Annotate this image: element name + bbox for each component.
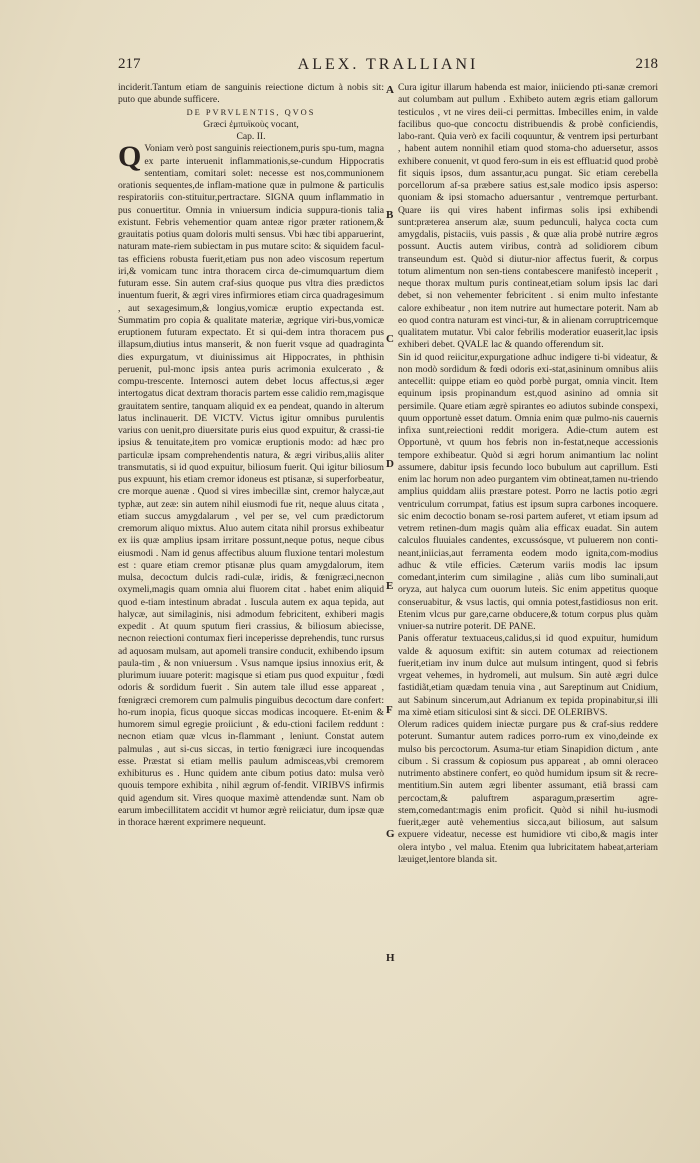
right-paragraph-4: Olerum radices quidem iniectæ purgare pus & craf-sius reddere poterunt. Sumantur autem radices porro-rum ex vino,deinde ex mulso bis percoctorum. Asuma-tur etiam Sinapidion dictum , ante cibum . Si crassum & copiosum pus appareat , ab omni oleraceo nutrimento abstinere confert, eo quòd humidum ipsum sit & recre-mentitium.Sin autem ægri libenter assumant, etiã brassi cam percoctam,& paluftrem asparagum,præsertim agre-stem,comedant:magis enim proficit. Quòd si nihil hu-iusmodi fuerit,æger autè vehementius sicca,aut biliosum, aut salsum expuere videatur, necesse est humidiore vti cibo,& magis inter olera intybo , vel malua. Etenim qua lubricitatem habeat,arteriam læuiget,lentore blanda sit. [398,719,658,865]
running-title: ALEX. TRALLIANI [297,56,479,73]
right-paragraph-3: Panis offeratur textuaceus,calidus,si id quod expuitur, humidum valde & aquosum exiftit: sin autem cotumax ad reiectionem fuerit,etiam inv inum dulce aut mulsum intingent, quod si febris vrgeat vehemes, in hydromeli, aut mulsum. Sin autè ægri dulce fastidiãt,etiam quædam tenuia vina , aut Sareptinum aut Cnidium, aut Sabinum sincerum,aut Adrianum ex tepida propinabitur,si illi ma ximè etiam siticulosi sint & sicci. DE OLERIBVS. [398,633,658,718]
right-paragraph-2: Sin id quod reiicitur,expurgatione adhuc indigere ti-bi videatur, & non modò sordidum & fœdi odoris exi-stat,asininum omnibus aliis antecellit: quippe etiam eo quòd porbè purgat, omnia vincit. Item equinum ipsis propinandum est,quod asinino ad omnia sit persimile. Quare etiam ægrè spirantes eo adiutos subinde conspexi, quum opportunè esset datum. Omnia enim quæ pulmo-nis cauernis infixa sunt,reiectioni reddit morigera. Adie-ctum autem est Opportunè, vt quum hos febris non in-festat,neque accessionis tempore exhibeatur. Quòd si ægri horum animantium lac nolint assumere, dabitur ipsis fecundo loco bubulum aut caprillum. Esti enim lac horum non adeo purgantem vim obtineat,tamen nu-triendo amplius quiddam aliis præstare potest. Porro ne lactis potio ægri ventriculum corrumpat, fatius est ipsum supra carbones incoquere. sic enim decoctio bonam se-rosi partem auferet, vt etiam ipsum ad vetrem retinen-dum magis quàm alia efficax euadat. Sin autem calculos fluuiales candentes, excussósque, vt puluerem non conti-neant,iniicias,aut ferramenta eodem modo ignita,com-modius adhuc & vtile efficies. Cæterum variis modis lac ipsum comedant,interim cum similagine , aliàs cum libo suminali,aut oryza, aut halyca cum ouorum luteis. Sic enim appetitus quoque conseruabitur, & vsus lactis, qui omnia potest,fastidiosus non erit. Etenim vlcus pur gare,carne obducere,& totum corpus plus quàm vniuer-sa nutrire poterit. DE PANE. [398,351,658,632]
margin-letter-f: F [386,704,393,716]
right-paragraph-1: Cura igitur illarum habenda est maior, iniiciendo pti-sanæ cremori aut columbam aut pullum . Exhibeto autem ægris etiam gallorum testiculos , vt ne vires deii-ci permittas. Imbecilles enim, in valde facilibus quo-que concoctu distribuendis & probè conficiendis, labo-rant. Quia verò ex facili coquuntur, & ventrem ipsi perturbant , habent autem nonnihil etiam quod stoma-cho aduersetur, assos exhibere conuenit, vt quod fero-sum in eis est effluat:id quod probè fit siquis ipsos, dum assantur,acu pungat. Sic etiam cerebella porcellorum af-sa præbere satius est,sale modico ipsis asperso: quoniam & ipsi stomacho aduersantur , ventremque perturbant. Quare iis qui vires habent infirmas solis ipsi exhibendi sunt:præterea anserum alæ, suum pedunculi, halyca cocta cum amygdalis, pistaciis, vuis passis , & quæ alia probè nutrire ægros possunt. Auctis autem viribus, contrà ad solidiorem cibum transeundum est. Quòd si diutur-nior affectus fuerit, & corpus totum alimentum non sen-tiens contabescere manifestò inceperit , neque thorax multum puris contineat,etiam solum ipsis lac dari debet, si non vehementer febricitent . si enim multo infestante calore exhibeatur , non item nutrire aut humectare poterit. Nam ab eo quod contra naturam est vinci-tur, & in alienam corruptricemque qualitatem mutatur. Vbi calor febrilis moderatior euaserit,lac ipsis exhiberi debet. QVALE lac & quando offerendum sit. [398,82,658,351]
margin-letter-g: G [386,828,395,840]
section-heading: DE PVRVLENTIS, QVOS [186,107,316,117]
chapter-title: Cap. II. [236,131,266,142]
right-column [398,82,658,866]
left-column [118,82,384,829]
page-number-left: 217 [118,56,141,72]
section-subheading: Græci ἐμπυϊκοὺς vocant, [203,118,299,130]
margin-letter-d: D [386,458,394,470]
margin-letter-h: H [386,952,395,964]
margin-letter-c: C [386,333,394,345]
page-header [118,56,658,78]
intro-text: inciderit.Tantum etiam de sanguinis reiectione dictum à nobis sit: puto que abunde sufficere. [118,82,384,106]
chapter-paragraph: Voniam verò post sanguinis reiectionem,puris spu-tum, magna ex parte interuenit inflammationis,se-cundum Hippocratis sententiam, comitari solet: necesse est nos,communionem orationis sequentes,de inflam-matione quæ in pulmone & particulis respiratoriis con-stituitur,pertractare. SIGNA quum inflammatio in pus conuertitur. Omnia in vniuersum indicia suppura-tionis talia existunt. Febris vehementior quam anteæ rigor præter rationem,& grauitatis potius quam doloris multi sensus. Vbi hæc tibi apparuerint, naturam mate-riem subiectam in pus mutare scito: & siquidem facul-tas efficiens robusta fuerit,etiam pus non adeo viscosum repertum iri,& vomicam tunc intra thoracem circa de-cimumquartum diem futuram esse. Sin autem craf-sius quoque pus vltra dies prædictos inuentum fuerit, & ægri vires infirmiores etiam circa quadragesimum , aut sexagesimum,& longius,vomicæ eruptio expectanda est. Summatim pro copia & qualitate materiæ, ægrique viri-bus,vomicæ eruptionem futuram expectato. Et si qui-dem intra thoracem pus illapsum,diutius intus manserit, & non fuerit vsque ad quadraginta dies expurgatum, vt diuinissimus ait Hippocrates, in phthisin peruenit, pul-monc ipsis antea puris acrimonia exulcerato , & compu-trescente. Internosci autem debet locus affectus,si æger intertogatus dicat dextram thoracis partem esse calidio rem,magisque grauitatem sentire, tanquam aliquid ex ea pendeat, quando in alterum latus inclinauerit. DE VICTV. Victus igitur omnibus purulentis varius con uenit,pro diuersitate puris eius quod expuitur, & crassi-tie ipsius & tenuitate,item pro vomicæ eruptionis modo: ad hæc pro particulæ ipsam comprehendentis natura, & ægri viribus,aliis aliter transmutatis, si id quod expuitur, biliosum fuerit. Qui igitur biliosum pus expuunt, his etiam cremor idoneus est ptisanæ, si superforbeatur, cre morque auenæ . Quod si vires imbecillæ sint, cremor halycæ,aut typhæ, aut zeæ: sin autem nihil eiusmodi fue rit, neque aluus citata , etiam succus amygdalarum , vel per se, vel cum prædictorum cremorum aliquo mixtus. Aluo autem citata nihil prorsus exhibeatur ex iis quæ amplius ipsam irritare possunt,neque potus, neque cibus eiusmodi . Nam id genus affectibus aluum fluxione tentari molestum est : quare etiam cremor ptisanæ plus quam amygdalorum, item mulsa, decoctum dulcis radi-culæ, iridis, & fœnigræci,necnon oxymeli,magis quam omnia alui fluorem citat . habet enim aliquid quod e-tiam intestinum abradat . Iuscula autem ex aqua tepida, aut halycæ, aut similaginis, nisi admodum febricitent, exhiberi magis expedit . At quum sputum fieri crassius, & biliosum abiecisse, necnon reiectioni contumax fieri inceperisse deprehendis, tunc rursus ad aquosam mulsam, aut apomeli transire conducit, exhibendo ipsum paula-tim , & non vniuersum . Vsus namque ipsius innoxius erit, & plurimum iuuare poterit: magisque si etiam pus quod expuitur , fœdi odoris & sordidum fuerit . Sin autem tale illud esse appareat , fœnigræci cremorem cum palmulis pinguibus decoctum dare confert: ho-rum inopia, ficus quoque siccas modicas incoquere. Et-enim & humorem simul egregie proiiciunt , & edu-ctioni facilem reddunt : necnon etiam quæ vlcus in-flammant , leniunt. Constat autem palmulas , aut si-cus siccas, in tertio fœnigræci iure incoquendas esse. Præstat si etiam mellis paulum admisceas,vbi cremorem exhibiturus es . Hunc quidem ante cibum potius dato: mulsa verò quouis tempore exhibita , nihil ægrum of-fendit. VIRIBVS infirmis quid agendum sit. Vires quoque maximè attendendæ sunt. Nam ob earum imbecillitatem accidit vt humor ægrè reiiciatur, dum ipsæ quæ in thorace hærent exprimere nequeunt. [118,143,384,828]
drop-cap: Q [118,140,142,174]
page-number-right: 218 [635,56,658,72]
margin-letter-a: A [386,84,394,96]
margin-letter-b: B [386,209,394,221]
margin-letter-e: E [386,580,394,592]
chapter-body [118,140,384,829]
